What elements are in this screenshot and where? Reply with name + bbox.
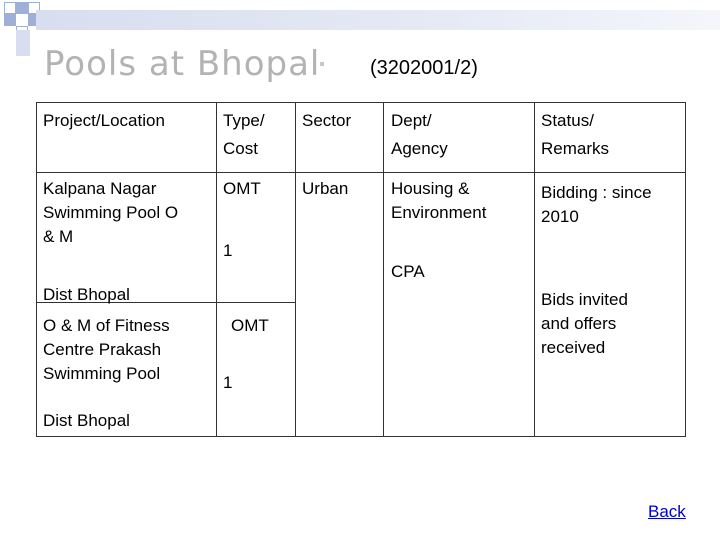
row1-project [43, 177, 178, 249]
header-sector: Sector [302, 111, 352, 130]
header-status [541, 109, 609, 161]
row2-type: OMT [231, 316, 269, 335]
decor-square-2 [16, 2, 28, 14]
header-type-line1: Type/ [223, 111, 265, 130]
back-link[interactable]: Back [648, 502, 686, 521]
shared-status-line2: 2010 [541, 207, 579, 226]
shared-status-line4: and offers [541, 314, 617, 333]
shared-status-bids [541, 288, 628, 360]
slide-title: Pools at Bhopal [44, 44, 321, 84]
row2-cost: 1 [223, 373, 233, 392]
slide-code: (3202001/2) [370, 57, 478, 79]
shared-dept-line2: Environment [391, 203, 487, 222]
row2-project-line3: Swimming Pool [43, 364, 161, 383]
data-table [36, 102, 686, 437]
header-type [223, 109, 265, 161]
header-status-line2: Remarks [541, 139, 610, 158]
row2-location: Dist Bhopal [43, 411, 130, 430]
row1-project-line2: Swimming Pool O [43, 203, 179, 222]
header-type-line2: Cost [223, 139, 258, 158]
shared-status-line3: Bids invited [541, 290, 628, 309]
row1-location: Dist Bhopal [43, 285, 130, 304]
shared-status [541, 181, 652, 229]
header-project: Project/Location [43, 111, 165, 130]
col-divider-1 [216, 103, 217, 436]
shared-dept-line1: Housing & [391, 179, 470, 198]
col-divider-4 [534, 103, 535, 436]
title-dot [320, 62, 324, 66]
row2-project-line2: Centre Prakash [43, 340, 162, 359]
row1-type: OMT [223, 179, 261, 198]
decor-side-bar [16, 30, 30, 56]
shared-status-line1: Bidding : since [541, 183, 652, 202]
header-dept-line1: Dept/ [391, 111, 432, 130]
shared-dept [391, 177, 486, 225]
decor-square-4 [4, 14, 16, 26]
row2-project [43, 314, 170, 386]
col-divider-3 [383, 103, 384, 436]
header-dept-line2: Agency [391, 139, 448, 158]
shared-dept-cpa: CPA [391, 262, 425, 281]
header-dept [391, 109, 448, 161]
shared-sector: Urban [302, 179, 349, 198]
decor-header-bar [36, 10, 720, 30]
decor-square-1 [4, 2, 16, 14]
header-divider [37, 172, 685, 173]
row1-project-line3: & M [43, 227, 74, 246]
col-divider-2 [295, 103, 296, 436]
shared-status-line5: received [541, 338, 606, 357]
row1-project-line1: Kalpana Nagar [43, 179, 157, 198]
header-status-line1: Status/ [541, 111, 594, 130]
row1-cost: 1 [223, 241, 233, 260]
row2-project-line1: O & M of Fitness [43, 316, 170, 335]
